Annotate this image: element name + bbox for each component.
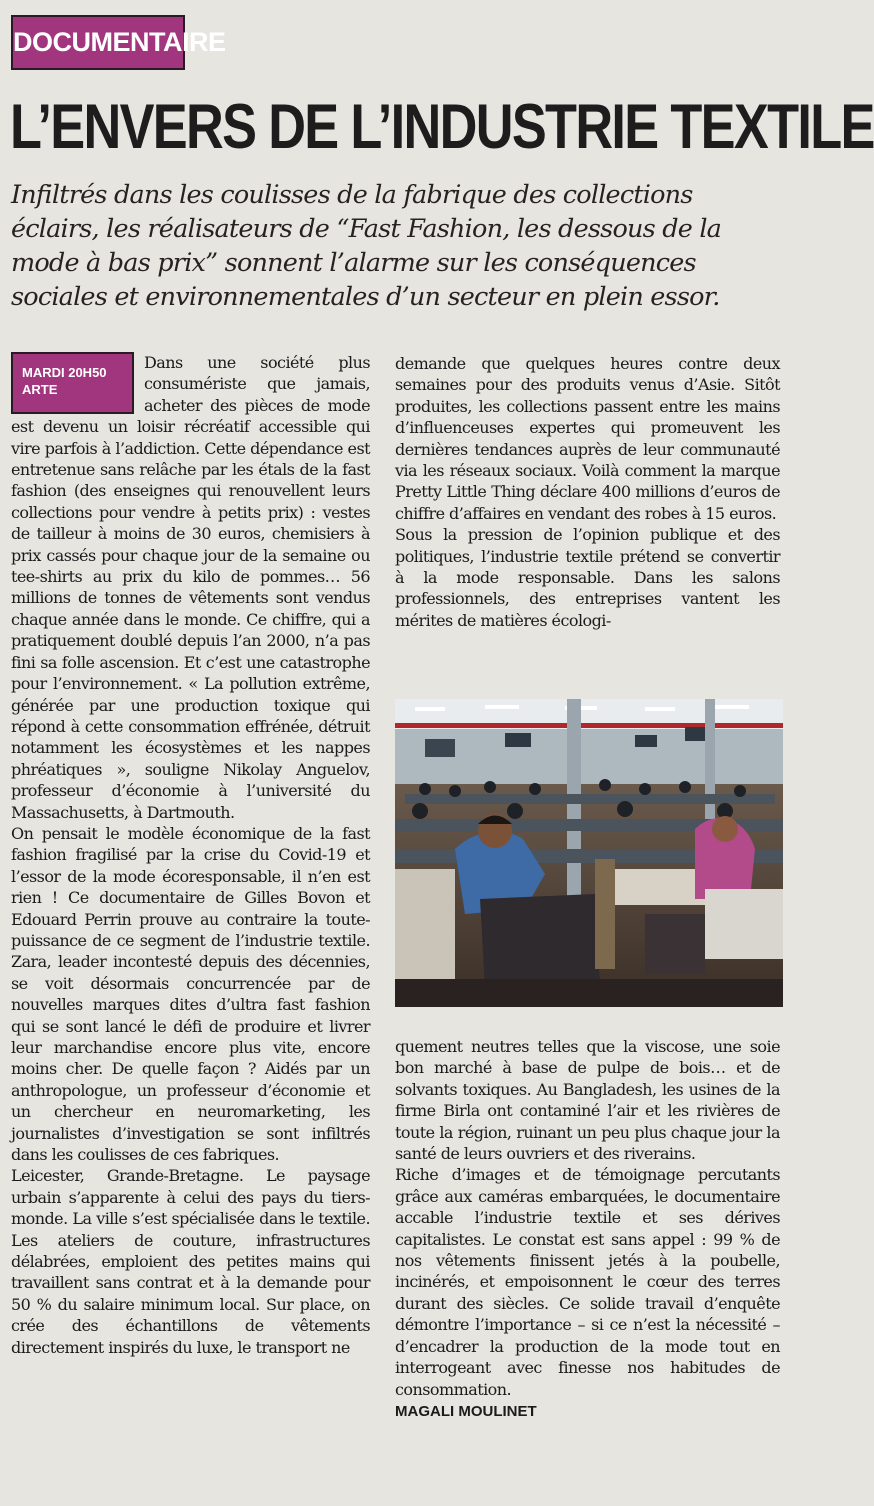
article-paragraph: demande que quelques heures contre deux semaines pour des produits venus d’Asie. Sitôt produites, les collections passent entre les mains d’influenceuses expertes qui promeuvent les dernières tendances auprès de leur communauté via les réseaux sociaux. Voilà comment la marque Pretty Little Thing déclare 400 millions d’euros de chiffre d’affaires en vendant des robes à 15 euros. xyxy=(395,354,780,523)
broadcast-time: MARDI 20H50 xyxy=(22,365,107,380)
article-paragraph: Riche d’images et de témoignage percutants grâce aux caméras embarquées, le documentaire accable l’industrie textile et ses dérives capitalistes. Le constat est sans appel : 99 % de nos vêtements finissent jetés à la poubelle, incinérés, et empoisonnent le cœur des terres durant des siècles. Ce solide travail d’enquête démontre l’importance – si ce n’est la nécessité – d’encadrer la production de la mode tout en interrogeant avec finesse nos habitudes de consommation. xyxy=(395,1165,780,1399)
garment-workshop-illustration xyxy=(395,699,783,1007)
badge-spacer xyxy=(11,352,144,416)
article-paragraph: quement neutres telles que la viscose, une soie bon marché à base de pulpe de bois… et de solvants toxiques. Au Bangladesh, les usines de la firme Birla ont contaminé l’air et les rivières de toute la région, ruinant un peu plus chaque jour la santé de leurs ouvriers et des riverains. xyxy=(395,1037,780,1164)
article-column-2 xyxy=(395,353,780,631)
article-paragraph: On pensait le modèle économique de la fast fashion fragilisé par la crise du Covid-19 et l’essor de la mode écoresponsable, il n’en est rien ! Ce documentaire de Gilles Bovon et Edouard Perrin prouve au contraire la toute-puissance de ce segment de l’industrie textile. Zara, leader incontesté depuis des décennies, se voit désormais concurrencée par de nouvelles marques dites d’ultra fast fashion qui se sont lancé le défi de produire et livrer leur marchandise encore plus vite, encore moins cher. De quelle façon ? Aidés par un anthropologue, un professeur d’économie et un chercheur en neuromarketing, les journalistes d’investigation se sont infiltrés dans les coulisses de ces fabriques. xyxy=(11,823,370,1165)
article-column-1 xyxy=(11,352,370,1358)
article-paragraph: Dans une société plus consumériste que jamais, acheter des pièces de mode est devenu un loisir récréatif accessible qui vire parfois à l’addiction. Cette dépendance est entretenue sans relâche par les étals de la fast fashion (des enseignes qui renouvellent leurs collections pour vendre à petits prix) : vestes de tailleur à moins de 30 euros, chemisiers à prix cassés pour chaque jour de la semaine ou tee-shirts au prix du kilo de pommes… 56 millions de tonnes de vêtements sont vendus chaque année dans le monde. Ce chiffre, qui a pratiquement doublé depuis l’an 2000, n’a pas fini sa folle ascension. Et c’est une catastrophe pour l’environnement. « La pollution extrême, générée par une production toxique qui répond à cette consommation effrénée, détruit notamment les écosystèmes et les nappes phréatiques », souligne Nikolay Anguelov, professeur d’économie à l’université du Massachusetts, à Dartmouth. xyxy=(11,353,370,822)
standfirst: Infiltrés dans les coulisses de la fabrique des collections éclairs, les réalisateurs de “Fast Fashion, les dessous de la mode à bas prix” sonnent l’alarme sur les conséquences sociales et environnementales d’un secteur en plein essor. xyxy=(11,180,722,312)
article-paragraph: Sous la pression de l’opinion publique et des politiques, l’industrie textile prétend se convertir à la mode responsable. Dans les salons professionnels, des entreprises vantent les mérites de matières écologi- xyxy=(395,525,780,630)
article-paragraph: Leicester, Grande-Bretagne. Le paysage urbain s’apparente à celui des pays du tiers-monde. La ville s’est spécialisée dans le textile. Les ateliers de couture, infrastructures délabrées, emploient des petites mains qui travaillent sans contrat et à la demande pour 50 % du salaire minimum local. Sur place, on crée des échantillons de vêtements directement inspirés du luxe, le transport ne xyxy=(11,1166,370,1357)
article-column-3 xyxy=(395,1036,780,1422)
factory-photo xyxy=(395,699,783,1007)
broadcast-channel: ARTE xyxy=(22,382,58,397)
headline: L’ENVERS DE L’INDUSTRIE TEXTILE xyxy=(10,92,874,162)
rubric-label: DOCUMENTAIRE xyxy=(11,15,185,70)
author-byline: MAGALI MOULINET xyxy=(395,1402,537,1420)
